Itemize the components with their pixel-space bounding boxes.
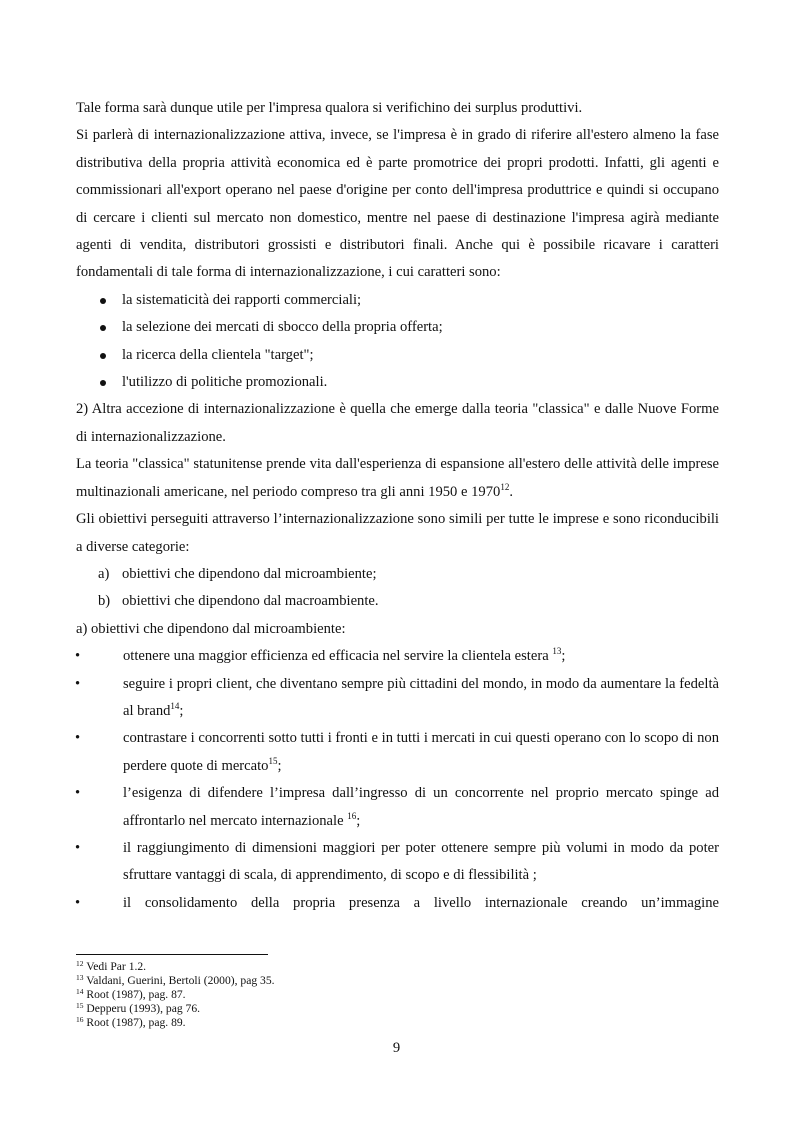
- page-number: 9: [392, 1040, 401, 1056]
- list-item-end: ;: [277, 757, 282, 774]
- footnote-text: Valdani, Guerini, Bertoli (2000), pag 35.: [83, 974, 275, 988]
- characteristics-list: [76, 287, 719, 397]
- bullet-icon: [100, 325, 106, 331]
- list-item-text: obiettivi che dipendono dal macroambiente.: [122, 593, 379, 610]
- body-text: [76, 95, 719, 917]
- list-item: [76, 287, 719, 314]
- footnote-ref-15[interactable]: 15: [268, 755, 278, 766]
- list-item-text: la sistematicità dei rapporti commerciali;: [122, 291, 362, 308]
- footnote-number: 15: [76, 1001, 84, 1011]
- list-item: [76, 671, 719, 726]
- list-item: [76, 314, 719, 341]
- paragraph-classic-theory-intro: 2) Altra accezione di internazionalizzazione è quella che emerge dalla teoria "classica" e dalle Nuove Forme di internazionalizzazione.: [76, 401, 719, 445]
- list-item: [76, 561, 719, 588]
- list-item-text: contrastare i concorrenti sotto tutti i fronti e in tutti i mercati in cui questi operano con lo scopo di non perdere quote di mercato: [123, 730, 719, 774]
- list-item-text: l’esigenza di difendere l’impresa dall’ingresso di un concorrente nel proprio mercato spinge ad affrontarlo nel mercato internazionale: [123, 785, 719, 829]
- paragraph-text: La teoria "classica" statunitense prende vita dall'esperienza di espansione all'estero delle attività delle imprese multinazionali americane, nel periodo compreso tra gli anni 1950 e 1970: [76, 456, 719, 500]
- bullet-icon: [100, 380, 106, 386]
- footnote-text: Vedi Par 1.2.: [83, 960, 147, 973]
- footnote-text: Depperu (1993), pag 76.: [83, 1002, 201, 1016]
- list-item-text: la ricerca della clientela "target";: [122, 346, 314, 363]
- categories-list: [76, 561, 719, 616]
- list-item-text: la selezione dei mercati di sbocco della propria offerta;: [122, 319, 443, 336]
- bullet-icon: •: [75, 730, 81, 747]
- section-heading-micro: a) obiettivi che dipendono dal microambiente:: [76, 620, 346, 637]
- list-item: [76, 835, 719, 890]
- list-item: [76, 780, 719, 835]
- footnote-15: [76, 1002, 676, 1016]
- list-item: [76, 725, 719, 780]
- footnote-number: 16: [76, 1015, 84, 1025]
- paragraph-objectives: Gli obiettivi perseguiti attraverso l’internazionalizzazione sono simili per tutte le imprese e sono riconducibili a diverse categorie:: [76, 511, 719, 555]
- list-item: [76, 342, 719, 369]
- footnote-ref-14[interactable]: 14: [170, 700, 180, 711]
- footnote-number: 13: [76, 973, 84, 983]
- footnote-number: 12: [76, 959, 84, 968]
- bullet-icon: •: [75, 785, 81, 802]
- footnote-ref-12[interactable]: 12: [500, 481, 510, 492]
- list-item-text: ottenere una maggior efficienza ed efficacia nel servire la clientela estera: [123, 648, 553, 665]
- list-item-end: ;: [356, 812, 361, 829]
- list-marker: a): [98, 565, 110, 582]
- list-marker: b): [98, 593, 111, 610]
- paragraph-surplus: Tale forma sarà dunque utile per l'impresa qualora si verifichino dei surplus produttivi.: [76, 100, 583, 116]
- footnote-divider: [76, 954, 268, 955]
- footnote-12: [76, 960, 676, 974]
- footnote-16: [76, 1016, 676, 1030]
- footnote-text: Root (1987), pag. 87.: [83, 988, 186, 1002]
- paragraph-end: .: [509, 483, 513, 500]
- list-item-text: il raggiungimento di dimensioni maggiori per poter ottenere sempre più volumi in modo da poter sfruttare vantaggi di scala, di apprendimento, di scopo e di flessibilità ;: [123, 839, 719, 884]
- list-item: [76, 369, 719, 396]
- list-item-text: seguire i propri client, che diventano sempre più cittadini del mondo, in modo da aumentare la fedeltà al brand: [123, 675, 719, 719]
- footnote-ref-16[interactable]: 16: [347, 810, 357, 821]
- footnote-13: [76, 974, 676, 988]
- footnote-14: [76, 988, 676, 1002]
- bullet-icon: •: [75, 839, 81, 856]
- list-item: [76, 643, 719, 670]
- bullet-icon: •: [75, 894, 81, 911]
- bullet-icon: [100, 298, 106, 304]
- paragraph-classic-theory: [76, 451, 719, 506]
- footnote-text: Root (1987), pag. 89.: [83, 1016, 186, 1030]
- bullet-icon: •: [75, 648, 81, 665]
- list-item-end: ;: [179, 702, 184, 719]
- list-item-text: obiettivi che dipendono dal microambiente;: [122, 565, 377, 582]
- footnotes: [76, 960, 676, 1030]
- bullet-icon: [100, 353, 106, 359]
- list-item-end: ;: [561, 648, 566, 665]
- bullet-icon: •: [75, 675, 81, 692]
- footnote-ref-13[interactable]: 13: [552, 646, 562, 657]
- list-item-text: l'utilizzo di politiche promozionali.: [122, 374, 328, 391]
- list-item: [76, 588, 719, 615]
- micro-objectives-list: [76, 643, 719, 917]
- list-item: [76, 890, 719, 917]
- paragraph-active-internationalization: Si parlerà di internazionalizzazione attiva, invece, se l'impresa è in grado di riferire all'estero almeno la fase distributiva della propria attività economica ed è parte promotrice dei propri prodotti. Infatti, gli agenti e commissionari all'export operano nel paese d'origine per conto dell'impresa produttrice e quindi si occupano di cercare i clienti sul mercato non domestico, mentre nel paese di destinazione l'impresa agirà mediante agenti di vendita, distributori grossisti e distributori finali. Anche qui è possibile ricavare i caratteri fondamentali di tale forma di internazionalizzazione, i cui caratteri sono:: [76, 127, 719, 281]
- footnote-number: 14: [76, 987, 84, 997]
- list-item-text: il consolidamento della propria presenza a livello internazionale creando un’immagine: [123, 894, 719, 911]
